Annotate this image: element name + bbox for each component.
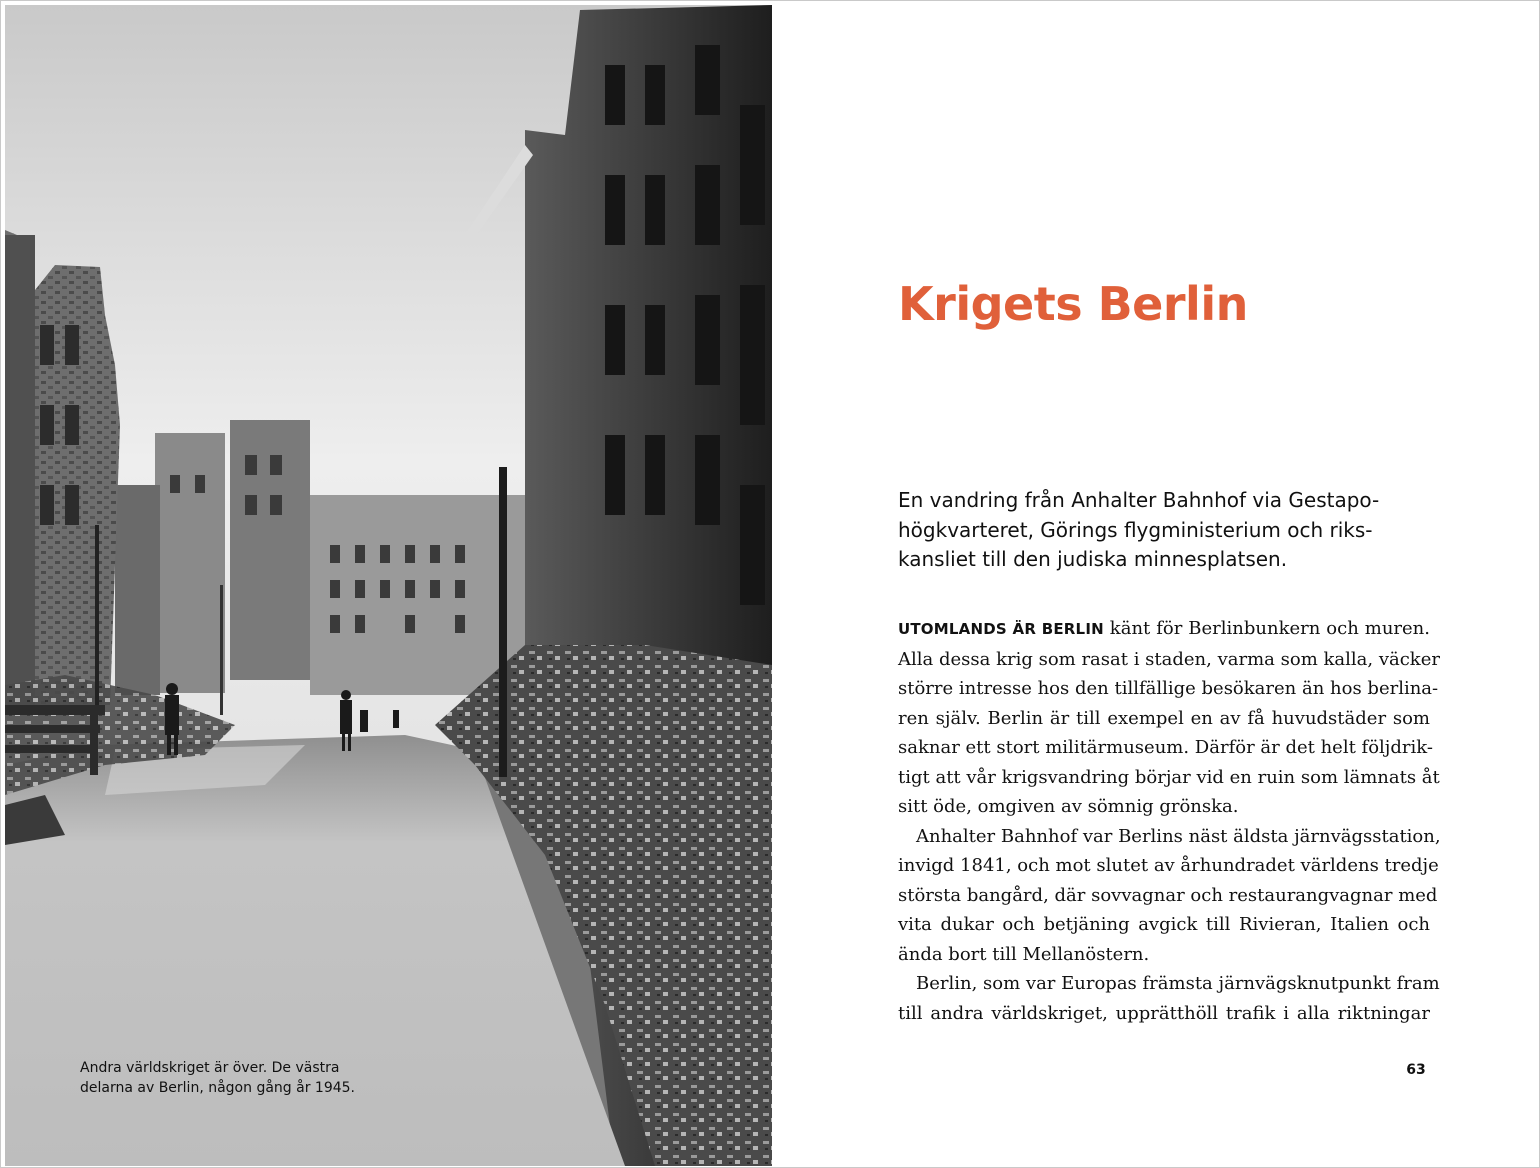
run-in-heading: UTOMLANDS ÄR BERLIN <box>898 620 1104 638</box>
chapter-title: Krigets Berlin <box>898 277 1248 331</box>
lead-line: kansliet till den judiska minnesplatsen. <box>898 547 1288 571</box>
body-line: tigt att vår krigsvandring börjar vid en ruin som lämnats åt <box>898 766 1440 788</box>
body-line: sitt öde, omgiven av sömnig grönska. <box>898 796 1239 817</box>
lead-line: En vandring från Anhalter Bahnhof via Gestapo- <box>898 488 1380 512</box>
lead-line: högkvarteret, Görings flygministerium och riks- <box>898 517 1373 542</box>
body-line: UTOMLANDS ÄR BERLIN känt för Berlinbunkern och muren. <box>898 618 1430 639</box>
body-line: största bangård, där sovvagnar och restaurangvagnar med <box>898 884 1438 906</box>
body-line: saknar ett stort militärmuseum. Därför är det helt följdrik- <box>898 737 1433 758</box>
chapter-lead <box>898 486 1438 575</box>
body-line: ren själv. Berlin är till exempel en av få huvudstäder som <box>898 707 1430 729</box>
body-line: till andra världskriget, upprätthöll trafik i alla riktningar <box>898 1002 1430 1024</box>
body-line: Anhalter Bahnhof var Berlins näst äldsta järnvägsstation, <box>916 825 1441 847</box>
page-number: 63 <box>1406 1062 1426 1078</box>
caption-line: delarna av Berlin, någon gång år 1945. <box>80 1080 355 1096</box>
body-line: invigd 1841, och mot slutet av århundradet världens tredje <box>898 855 1439 876</box>
caption-line: Andra världskriget är över. De västra <box>80 1060 340 1076</box>
body-line: större intresse hos den tillfällige besökaren än hos berlina- <box>898 678 1439 699</box>
body-line: Berlin, som var Europas främsta järnvägsknutpunkt fram <box>916 973 1440 994</box>
body-text <box>898 614 1441 1028</box>
photo-caption <box>80 1058 400 1098</box>
body-line: ända bort till Mellanöstern. <box>898 943 1150 965</box>
body-line: vita dukar och betjäning avgick till Rivieran, Italien och <box>898 914 1430 935</box>
body-line: Alla dessa krig som rasat i staden, varma som kalla, väcker <box>898 648 1440 670</box>
war-ruins-photograph <box>5 5 772 1166</box>
